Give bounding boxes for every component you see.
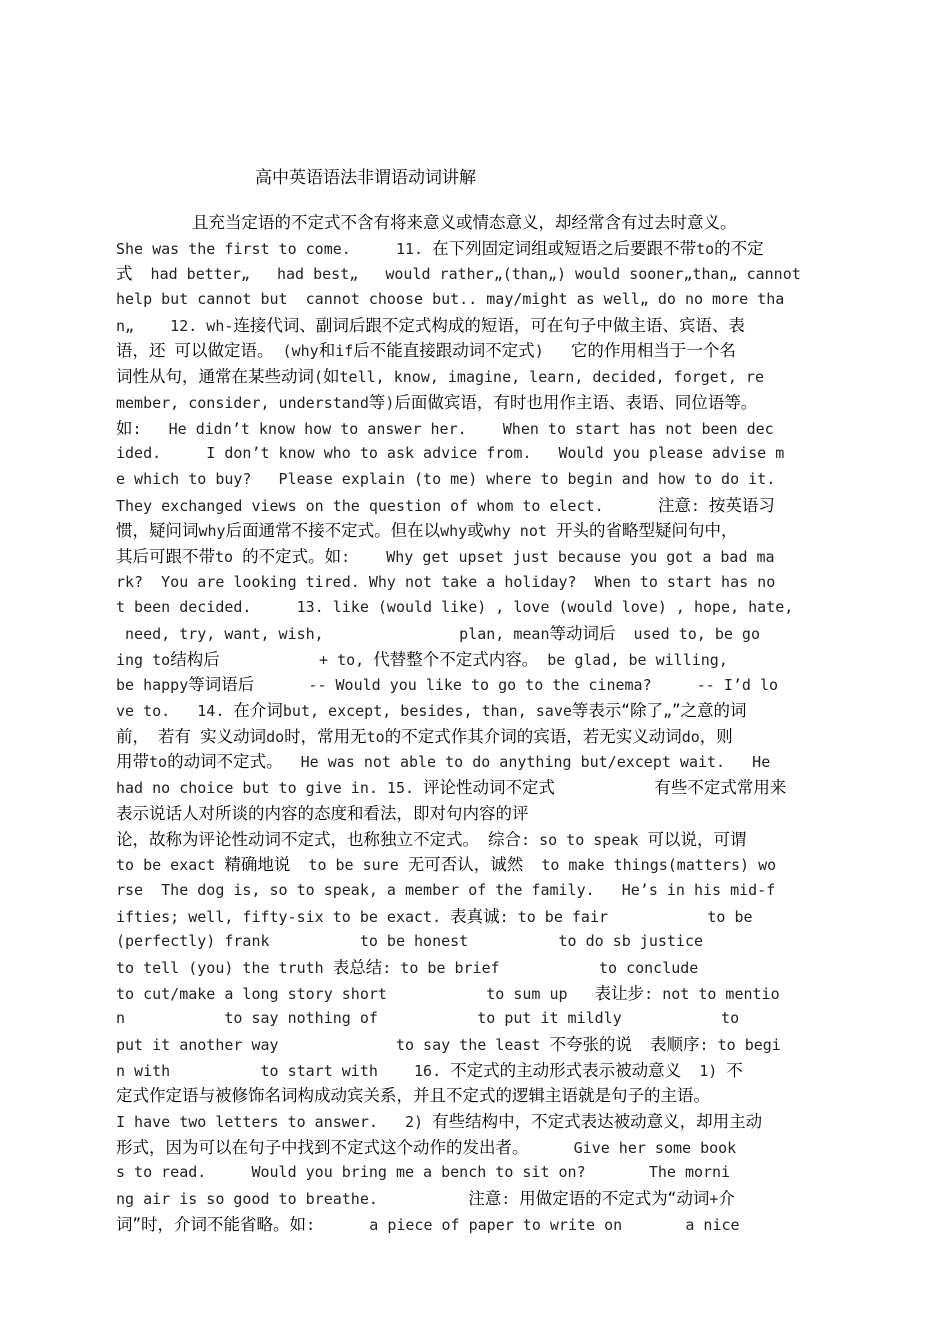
- text-line: member, consider, understand等)后面做宾语，有时也用作主语、表语、同位语等。: [116, 392, 758, 412]
- text-line: had no choice but to give in. 15. 评论性动词不定式 有些不定式常用来: [116, 778, 787, 798]
- text-line: be happy等词语后 -- Would you like to go to the cinema? -- I’d lo: [116, 675, 779, 695]
- text-line: 式 had better„ had best„ would rather„(than„) would sooner„than„ cannot: [116, 264, 801, 284]
- text-line: 形式，因为可以在句子中找到不定式这个动作的发出者。 Give her some book: [116, 1137, 737, 1157]
- text-line: 且充当定语的不定式不含有将来意义或情态意义，却经常含有过去时意义。: [192, 213, 737, 232]
- text-line: 用带to的动词不定式。 He was not able to do anything but/except wait. He: [116, 752, 771, 772]
- text-line: e which to buy? Please explain (to me) where to begin and how to do it.: [116, 469, 776, 488]
- text-line: to cut/make a long story short to sum up 表让步: not to mentio: [116, 983, 780, 1003]
- text-line: 其后可跟不带to 的不定式。如: Why get upset just because you got a bad ma: [116, 546, 775, 566]
- text-line: put it another way to say the least 不夸张的说 表顺序: to begi: [116, 1035, 781, 1054]
- text-line: need, try, want, wish, plan, mean等动词后 used to, be go: [116, 624, 760, 643]
- text-line: ifties; well, fifty-six to be exact. 表真诚: to be fair to be: [116, 906, 753, 926]
- text-line: 惯，疑问词why后面通常不接不定式。但在以why或why not 开头的省略型疑问句中，: [116, 521, 738, 541]
- text-line: 定式作定语与被修饰名词构成动宾关系，并且不定式的逻辑主语就是句子的主语。: [116, 1086, 710, 1106]
- document-body: [116, 210, 836, 1238]
- text-line: t been decided. 13. like (would like) , love (would love) , hope, hate,: [116, 598, 794, 617]
- text-line: help but cannot but cannot choose but.. may/might as well„ do no more tha: [116, 290, 785, 309]
- text-line: s to read. Would you bring me a bench to sit on? The morni: [116, 1163, 731, 1182]
- text-line: ing to结构后 + to, 代替整个不定式内容。 be glad, be willing,: [116, 649, 728, 669]
- text-line: (perfectly) frank to be honest to do sb justice: [116, 932, 703, 951]
- text-line: to be exact 精确地说 to be sure 无可否认，诚然 to make things(matters) wo: [116, 855, 777, 875]
- text-line: 表示说话人对所谈的内容的态度和看法，即对句内容的评: [116, 803, 529, 823]
- text-line: ve to. 14. 在介词but, except, besides, than, save等表示“除了„”之意的词: [116, 701, 747, 721]
- text-line: 词”时，介词不能省略。如: a piece of paper to write on a nice: [116, 1214, 740, 1234]
- text-line: n with to start with 16. 不定式的主动形式表示被动意义 1) 不: [116, 1060, 743, 1080]
- text-line: to tell (you) the truth 表总结: to be brief to conclude: [116, 957, 699, 977]
- text-line: 语，还 可以做定语。 (why和if后不能直接跟动词不定式) 它的作用相当于一个名: [116, 341, 736, 361]
- text-line: I have two letters to answer. 2) 有些结构中，不定式表达被动意义，却用主动: [116, 1112, 763, 1132]
- document-title: 高中英语语法非谓语动词讲解: [255, 168, 476, 188]
- text-line: n„ 12. wh-连接代词、副词后跟不定式构成的短语，可在句子中做主语、宾语、表: [116, 315, 745, 335]
- text-line: ided. I don’t know who to ask advice from. Would you please advise m: [116, 444, 785, 463]
- text-line: They exchanged views on the question of whom to elect. 注意: 按英语习: [116, 495, 775, 515]
- text-line: rse The dog is, so to speak, a member of the family. He’s in his mid-f: [116, 880, 776, 899]
- text-line: 词性从句，通常在某些动词(如tell, know, imagine, learn, decided, forget, re: [116, 367, 764, 387]
- text-line: n to say nothing of to put it mildly to: [116, 1009, 740, 1028]
- text-line: ng air is so good to breathe. 注意: 用做定语的不定式为“动词+介: [116, 1189, 735, 1209]
- text-line: She was the first to come. 11. 在下列固定词组或短语之后要跟不带to的不定: [116, 238, 764, 258]
- text-line: 如: He didn’t know how to answer her. When to start has not been dec: [116, 418, 774, 438]
- text-line: rk? You are looking tired. Why not take a holiday? When to start has no: [116, 572, 776, 591]
- text-line: 前， 若有 实义动词do时，常用无to的不定式作其介词的宾语，若无实义动词do，则: [116, 726, 733, 746]
- text-line: 论，故称为评论性动词不定式，也称独立不定式。 综合: so to speak 可以说，可谓: [116, 829, 747, 849]
